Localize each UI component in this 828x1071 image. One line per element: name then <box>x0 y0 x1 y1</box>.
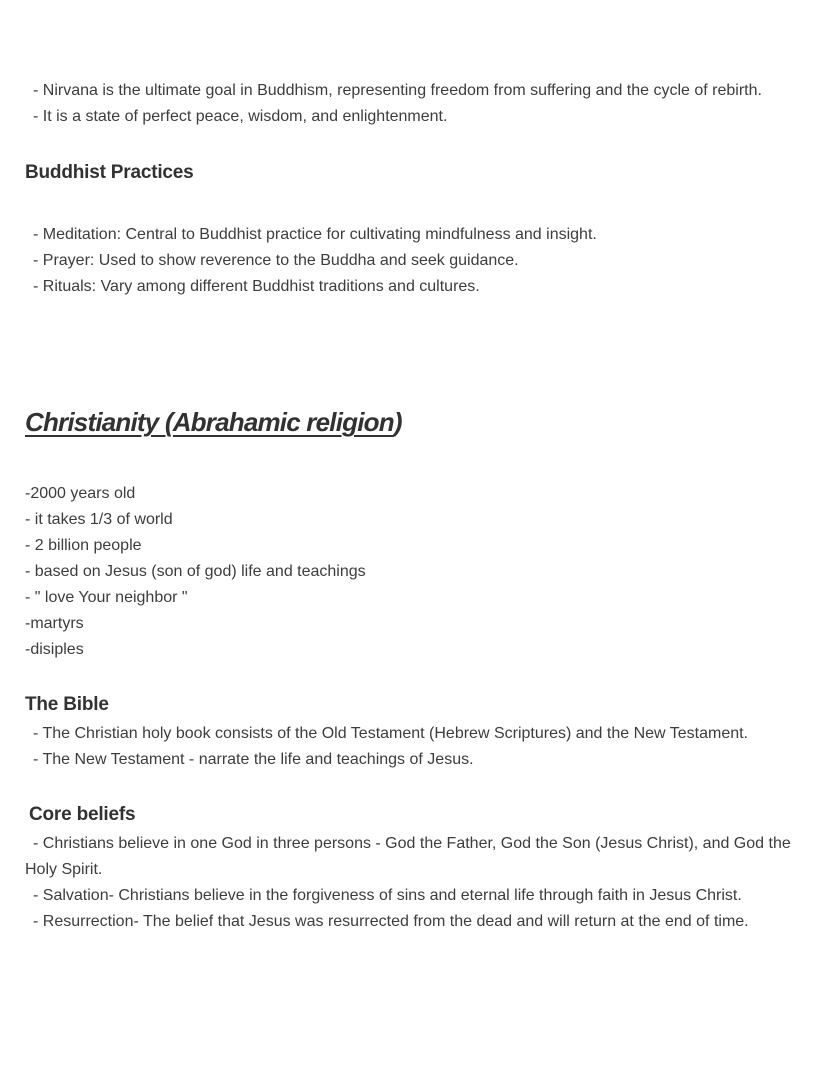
heading-the-bible: The Bible <box>25 694 109 715</box>
heading-core-beliefs: Core beliefs <box>29 804 136 825</box>
buddhist-practices-list <box>25 222 810 300</box>
core-belief-trinity-line1: - Christians believe in one God in three persons - God the Father, God the Son (Jesus Christ), and God the <box>33 835 791 852</box>
bible-point-old-new-testament: - The Christian holy book consists of the Old Testament (Hebrew Scriptures) and the New Testament. <box>33 725 748 742</box>
fact-love-your-neighbor: - " love Your neighbor " <box>25 589 188 606</box>
fact-disiples: -disiples <box>25 641 84 658</box>
note-line-nirvana-state: - It is a state of perfect peace, wisdom, and enlightenment. <box>33 108 448 125</box>
christianity-facts-list <box>25 481 810 663</box>
list-item-rituals: - Rituals: Vary among different Buddhist traditions and cultures. <box>33 278 480 295</box>
fact-world-share: - it takes 1/3 of world <box>25 511 173 528</box>
heading-christianity <box>25 405 810 439</box>
core-belief-salvation: - Salvation- Christians believe in the forgiveness of sins and eternal life through faith in Jesus Christ. <box>33 887 742 904</box>
heading-buddhist-practices: Buddhist Practices <box>25 162 194 183</box>
list-item-meditation: - Meditation: Central to Buddhist practice for cultivating mindfulness and insight. <box>33 226 597 243</box>
buddhism-intro <box>25 78 810 130</box>
core-beliefs-list <box>25 831 810 935</box>
heading-christianity-closing-paren: ) <box>393 407 402 437</box>
fact-based-on-jesus: - based on Jesus (son of god) life and teachings <box>25 563 366 580</box>
heading-christianity-underlined-text: Christianity (Abrahamic religion <box>25 407 394 437</box>
fact-population: - 2 billion people <box>25 537 142 554</box>
core-belief-resurrection: - Resurrection- The belief that Jesus was resurrected from the dead and will return at the end of time. <box>33 913 749 930</box>
list-item-prayer: - Prayer: Used to show reverence to the Buddha and seek guidance. <box>33 252 519 269</box>
core-belief-trinity-line2: Holy Spirit. <box>25 861 103 878</box>
fact-age: -2000 years old <box>25 485 136 502</box>
bible-point-new-testament: - The New Testament - narrate the life and teachings of Jesus. <box>33 751 474 768</box>
fact-martyrs: -martyrs <box>25 615 84 632</box>
note-line-nirvana: - Nirvana is the ultimate goal in Buddhism, representing freedom from suffering and the cycle of rebirth. <box>33 82 762 99</box>
bible-points-list <box>25 721 810 773</box>
